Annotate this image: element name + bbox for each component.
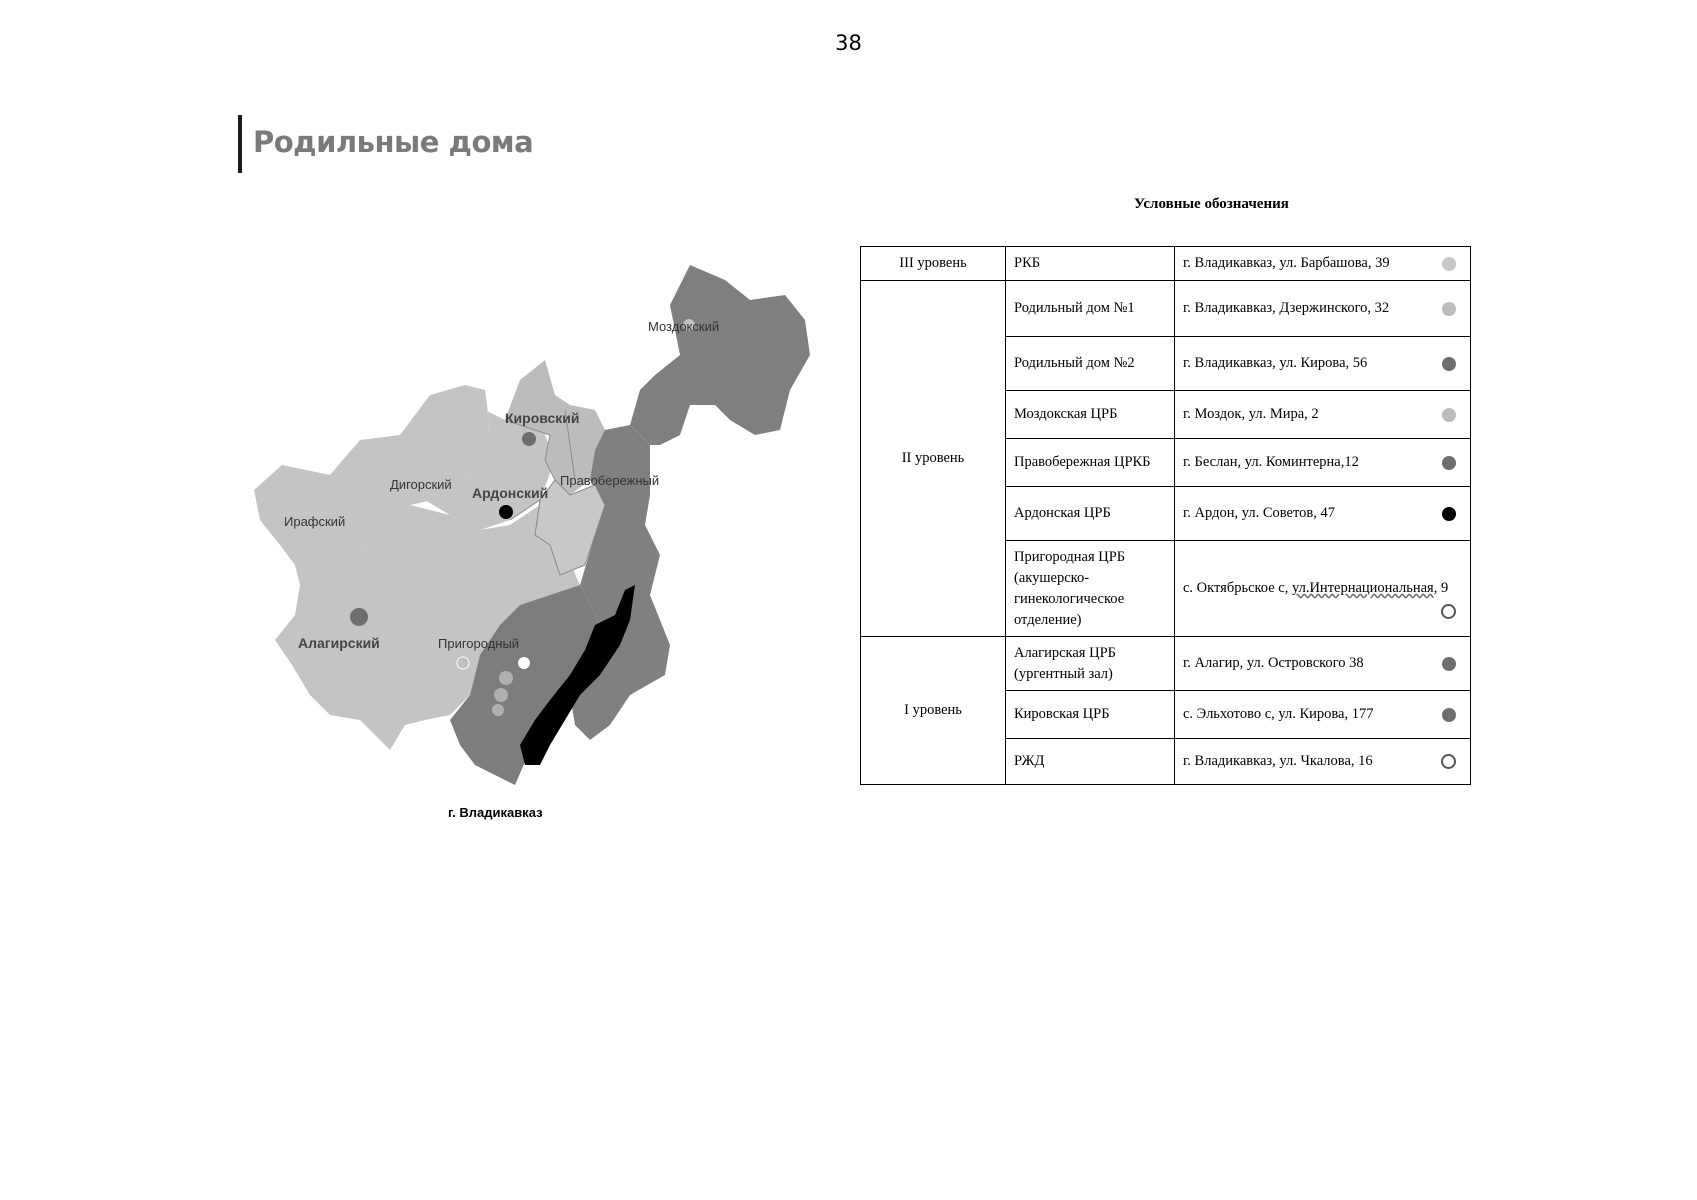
label-prigorodny: Пригородный (438, 636, 520, 651)
marker-light-gray-dot (1442, 257, 1456, 271)
legend-row (861, 281, 1471, 337)
address-text: г. Алагир, ул. Островского 38 (1183, 655, 1364, 671)
label-mozdoksky: Моздокский (648, 319, 720, 334)
district-map-svg (250, 245, 825, 830)
label-alagirsky: Алагирский (298, 635, 380, 651)
address-text: с. Эльхотово с, ул. Кирова, 177 (1183, 706, 1374, 722)
facility-address (1175, 391, 1471, 439)
facility-address (1175, 541, 1471, 637)
map-marker-prigorodny (457, 657, 469, 669)
map-marker-vladikavkaz-4 (492, 704, 504, 716)
label-kirovsky: Кировский (505, 410, 580, 426)
label-ardonsky: Ардонский (472, 485, 549, 501)
facility-address (1175, 739, 1471, 785)
marker-dark-gray-dot (1442, 708, 1456, 722)
marker-black-dot (1442, 507, 1456, 521)
heading-accent-bar (238, 115, 242, 173)
legend-title: Условные обозначения (1134, 196, 1289, 212)
district-mozdoksky (630, 265, 810, 445)
marker-ring (1441, 604, 1456, 619)
level-cell: III уровень (861, 247, 1006, 281)
marker-light-gray-dot (1442, 302, 1456, 316)
facility-address (1175, 247, 1471, 281)
label-pravoberezhny: Правобережный (560, 473, 660, 488)
legend-row (861, 637, 1471, 691)
address-prefix: с. Октябрьское с, (1183, 580, 1292, 596)
label-irafsky: Ирафский (284, 514, 346, 529)
facility-name: Кировская ЦРБ (1006, 691, 1175, 739)
facility-address (1175, 637, 1471, 691)
legend-row (861, 247, 1471, 281)
marker-dark-gray-dot (1442, 456, 1456, 470)
address-text: г. Владикавказ, Дзержинского, 32 (1183, 300, 1390, 316)
map-marker-alagir (350, 608, 368, 626)
facility-name: РЖД (1006, 739, 1175, 785)
map-marker-ardon (499, 505, 513, 519)
address-text: г. Владикавказ, ул. Барбашова, 39 (1183, 255, 1390, 271)
facility-name: Родильный дом №1 (1006, 281, 1175, 337)
section-heading: Родильные дома (253, 125, 534, 159)
facility-address (1175, 487, 1471, 541)
marker-dark-gray-dot (1442, 657, 1456, 671)
level-cell: I уровень (861, 637, 1006, 785)
facility-name: РКБ (1006, 247, 1175, 281)
address-suffix: , 9 (1433, 580, 1449, 596)
map-marker-vladikavkaz-2 (499, 671, 513, 685)
facility-address (1175, 337, 1471, 391)
facility-name: Ардонская ЦРБ (1006, 487, 1175, 541)
facility-name: Моздокская ЦРБ (1006, 391, 1175, 439)
label-digorsky: Дигорский (390, 477, 452, 492)
marker-ring (1441, 754, 1456, 769)
facility-name: Правобережная ЦРКБ (1006, 439, 1175, 487)
marker-dark-gray-dot (1442, 357, 1456, 371)
facility-name: Родильный дом №2 (1006, 337, 1175, 391)
facility-address (1175, 281, 1471, 337)
map-marker-vladikavkaz-3 (494, 688, 508, 702)
level-cell: II уровень (861, 281, 1006, 637)
address-text: г. Владикавказ, ул. Чкалова, 16 (1183, 753, 1373, 769)
facility-name: Пригородная ЦРБ (акушерско-гинекологическое отделение) (1006, 541, 1175, 637)
page-number: 38 (835, 31, 862, 55)
map-marker-kirovsky (522, 432, 536, 446)
address-text: г. Ардон, ул. Советов, 47 (1183, 505, 1335, 521)
address-text: г. Владикавказ, ул. Кирова, 56 (1183, 355, 1368, 371)
facility-name: Алагирская ЦРБ (ургентный зал) (1006, 637, 1175, 691)
map-marker-vladikavkaz-1 (518, 657, 530, 669)
address-text: г. Моздок, ул. Мира, 2 (1183, 406, 1319, 422)
legend-table (860, 246, 1471, 785)
address-street: ул.Интернациональная (1291, 580, 1434, 596)
marker-light-gray-dot (1442, 408, 1456, 422)
address-text: г. Беслан, ул. Коминтерна,12 (1183, 454, 1359, 470)
facility-address (1175, 691, 1471, 739)
district-map (250, 245, 825, 830)
label-vladikavkaz: г. Владикавказ (448, 805, 543, 820)
facility-address (1175, 439, 1471, 487)
